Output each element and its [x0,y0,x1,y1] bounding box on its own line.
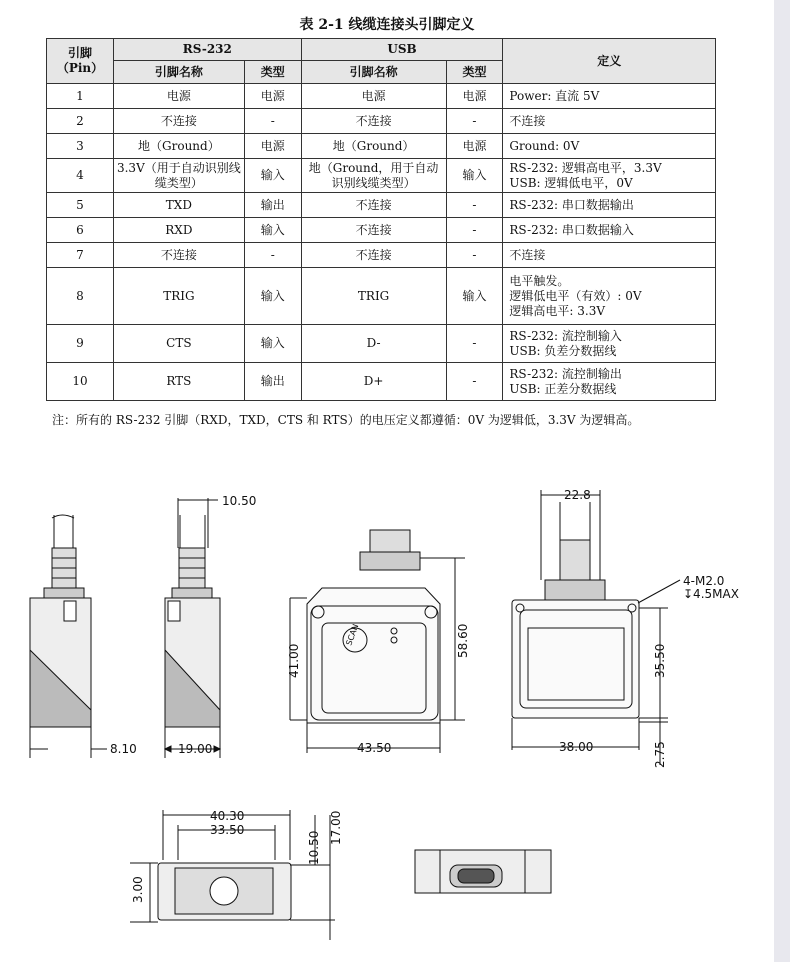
usb-type-cell: 输入 [446,159,503,193]
rs232-type-cell: - [244,109,301,134]
usb-type-cell: 电源 [446,84,503,109]
rs232-type-cell: 输出 [244,363,301,401]
rs232-name-cell: RTS [113,363,244,401]
dim-17-00: 17.00 [329,810,343,845]
definition-cell [503,325,716,363]
table-row [47,218,716,243]
definition-cell [503,218,716,243]
header-rs-type: 类型 [244,61,301,84]
definition-cell [503,84,716,109]
table-row [47,159,716,193]
usb-type-cell: - [446,243,503,268]
definition-line: 不连接 [509,247,546,262]
table-row [47,84,716,109]
rs232-name-cell: 电源 [113,84,244,109]
definition-cell [503,109,716,134]
rs232-type-cell: 输入 [244,159,301,193]
usb-name-cell: D- [301,325,446,363]
pin-cell: 10 [47,363,114,401]
table-row [47,193,716,218]
table-row [47,363,716,401]
rs232-name-cell: CTS [113,325,244,363]
front-view [290,530,465,753]
dim-10-50-top: 10.50 [222,494,257,508]
usb-name-cell: D+ [301,363,446,401]
rs232-name-cell: RXD [113,218,244,243]
rs232-type-cell: 电源 [244,134,301,159]
header-usb-name: 引脚名称 [301,61,446,84]
table-row [47,325,716,363]
usb-type-cell: - [446,109,503,134]
definition-cell [503,363,716,401]
definition-line: RS-232: 流控制输出 [509,366,622,381]
header-rs-name: 引脚名称 [113,61,244,84]
usb-name-cell: 不连接 [301,218,446,243]
table-caption: 表 2-1 线缆连接头引脚定义 [299,17,475,33]
dim-19-00: 19.00 [178,742,213,756]
dim-33-50: 33.50 [210,823,245,837]
side-view-left [30,515,107,758]
definition-cell [503,159,716,193]
dim-41-00: 41.00 [287,643,301,678]
definition-line: Ground: 0V [509,138,580,153]
definition-line: USB: 负差分数据线 [509,343,617,358]
table-row [47,243,716,268]
definition-line: RS-232: 串口数据输入 [509,222,634,237]
header-definition: 定义 [503,39,716,84]
usb-name-cell: 不连接 [301,193,446,218]
pin-cell: 3 [47,134,114,159]
pin-definition-table [46,38,716,401]
pin-cell: 9 [47,325,114,363]
header-pin-sub: （Pin） [56,61,104,75]
definition-line: Power: 直流 5V [509,88,600,103]
dim-10-50-bottom: 10.50 [307,830,321,865]
rs232-type-cell: 输入 [244,218,301,243]
header-rs232: RS-232 [113,39,301,61]
table-row [47,109,716,134]
definition-line: RS-232: 流控制输入 [509,328,622,343]
definition-cell [503,268,716,325]
definition-cell [503,134,716,159]
table-row [47,134,716,159]
header-pin [47,39,114,84]
usb-type-cell: 输入 [446,268,503,325]
definition-line: RS-232: 逻辑高电平，3.3V [509,160,662,175]
definition-line: RS-232: 串口数据输出 [509,197,634,212]
page-side-bar [774,0,790,962]
scan-label: SCAN [344,622,361,647]
rear-view [512,490,680,765]
dim-3-00: 3.00 [131,876,145,903]
usb-name-cell: 电源 [301,84,446,109]
dim-40-30: 40.30 [210,809,245,823]
usb-type-cell: - [446,363,503,401]
pin-cell: 1 [47,84,114,109]
usb-name-cell: 不连接 [301,243,446,268]
header-usb-type: 类型 [446,61,503,84]
header-pin-label: 引脚 [67,46,92,60]
usb-name-cell: 地（Ground，用于自动识别线缆类型） [301,159,446,193]
dim-2-75: 2.75 [653,741,667,768]
mechanical-drawing [0,470,774,962]
definition-line: 逻辑高电平: 3.3V [509,303,605,318]
header-usb: USB [301,39,503,61]
usb-type-cell: 电源 [446,134,503,159]
dim-8-10: 8.10 [110,742,137,756]
pin-cell: 7 [47,243,114,268]
definition-line: USB: 正差分数据线 [509,381,617,396]
side-view-right [165,498,220,758]
voltage-note: 注：所有的 RS-232 引脚（RXD，TXD，CTS 和 RTS）的电压定义都遵循：0V 为逻辑低，3.3V 为逻辑高。 [52,413,640,427]
table-row [47,268,716,325]
rs232-type-cell: 输出 [244,193,301,218]
definition-line: 逻辑低电平（有效）: 0V [509,288,642,303]
usb-type-cell: - [446,325,503,363]
rs232-type-cell: 输入 [244,325,301,363]
hole-spec-line-1: 4-M2.0 [683,574,725,588]
rs232-name-cell: 不连接 [113,243,244,268]
usb-name-cell: TRIG [301,268,446,325]
dim-43-50: 43.50 [357,741,392,755]
usb-type-cell: - [446,218,503,243]
dim-35-50: 35.50 [653,643,667,678]
rs232-type-cell: 输入 [244,268,301,325]
rs232-name-cell: TRIG [113,268,244,325]
definition-line: USB: 逻辑低电平，0V [509,175,633,190]
pin-cell: 8 [47,268,114,325]
definition-cell [503,193,716,218]
rs232-type-cell: 电源 [244,84,301,109]
pin-cell: 6 [47,218,114,243]
rs232-type-cell: - [244,243,301,268]
dim-58-60: 58.60 [456,623,470,658]
rs232-name-cell: 地（Ground） [113,134,244,159]
usb-type-cell: - [446,193,503,218]
definition-cell [503,243,716,268]
definition-line: 不连接 [509,113,546,128]
pin-cell: 5 [47,193,114,218]
pin-cell: 2 [47,109,114,134]
pin-cell: 4 [47,159,114,193]
connector-end-view [415,850,551,893]
definition-line: 电平触发。 [509,273,570,288]
hole-spec-line-2: ↧4.5MAX [683,587,739,601]
cable [54,515,73,548]
usb-name-cell: 不连接 [301,109,446,134]
usb-name-cell: 地（Ground） [301,134,446,159]
rs232-name-cell: 3.3V（用于自动识别线缆类型） [113,159,244,193]
dim-22-8: 22.8 [564,488,591,502]
rs232-name-cell: TXD [113,193,244,218]
dim-38-00: 38.00 [559,740,594,754]
rs232-name-cell: 不连接 [113,109,244,134]
